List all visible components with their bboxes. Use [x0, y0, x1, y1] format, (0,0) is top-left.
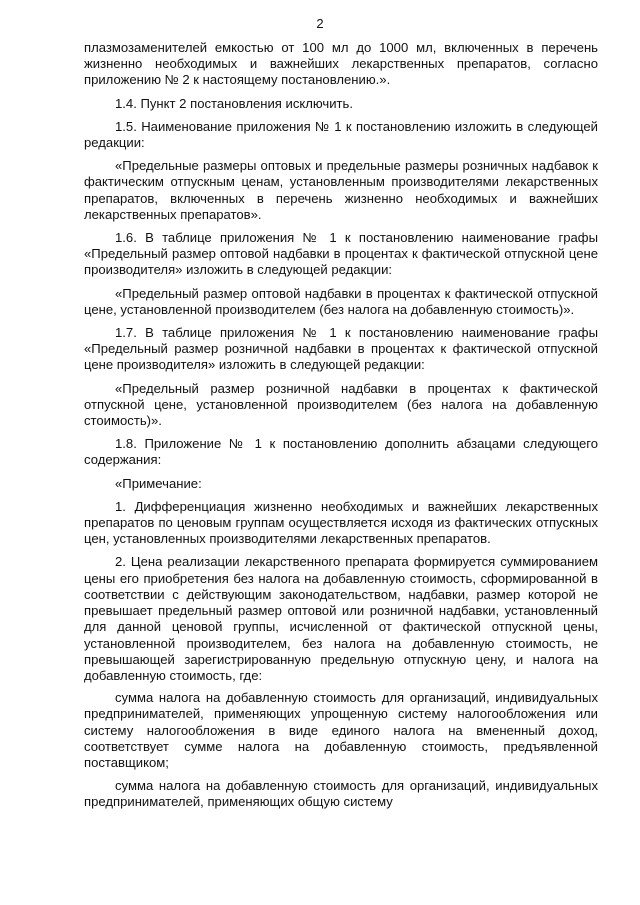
- paragraph-item-1-7: 1.7. В таблице приложения № 1 к постановлению наименование графы «Предельный размер розничной надбавки в процентах к фактической отпускной цене производителя» изложить в следующей редакции:: [84, 325, 598, 373]
- paragraph-item-1-4: 1.4. Пункт 2 постановления исключить.: [115, 95, 354, 111]
- paragraph-note-heading: «Примечание:: [115, 475, 202, 491]
- page-number: 2: [316, 16, 324, 31]
- paragraph-vat-general: сумма налога на добавленную стоимость для организаций, индивидуальных предпринимателей, применяющих общую систему: [84, 778, 598, 810]
- paragraph-quote-wholesale-column: «Предельный размер оптовой надбавки в процентах к фактической отпускной цене, установленной производителем (без налога на добавленную стоимость)».: [84, 285, 598, 317]
- paragraph-quote-appendix-title: «Предельные размеры оптовых и предельные размеры розничных надбавок к фактическим отпускным ценам, установленным производителями лекарственных препаратов, включенных в перечень жизненно необходимых и важнейших лекарственных препаратов».: [84, 158, 598, 222]
- paragraph-item-1-6: 1.6. В таблице приложения № 1 к постановлению наименование графы «Предельный размер оптовой надбавки в процентах к фактической отпускной цене производителя» изложить в следующей редакции:: [84, 230, 598, 278]
- paragraph-vat-simplified: сумма налога на добавленную стоимость для организаций, индивидуальных предпринимателей, применяющих упрощенную систему налогообложения или систему налогообложения в виде единого налога на вмененный доход, соответствует сумме налога на добавленную стоимость, предъявленной поставщиком;: [84, 690, 598, 770]
- paragraph-item-1-8: 1.8. Приложение № 1 к постановлению дополнить абзацами следующего содержания:: [84, 436, 598, 468]
- paragraph-quote-retail-column: «Предельный размер розничной надбавки в процентах к фактической отпускной цене, установленной производителем (без налога на добавленную стоимость)».: [84, 380, 598, 429]
- paragraph-note-1: 1. Дифференциация жизненно необходимых и важнейших лекарственных препаратов по ценовым группам осуществляется исходя из фактических отпускных цен, установленных производителями лекарственных препаратов.: [84, 498, 598, 547]
- paragraph-item-1-5: 1.5. Наименование приложения № 1 к постановлению изложить в следующей редакции:: [84, 118, 598, 151]
- paragraph-note-2: 2. Цена реализации лекарственного препарата формируется суммированием цены его приобретения без налога на добавленную стоимость, сформированной в соответствии с действующим законодательством, надбавки, размер которой не превышает предельный размер оптовой или розничной надбавки, установленный для данной ценовой группы, исчисленной от фактической отпускной цены, установленной производителем, без налога на добавленную стоимость, не превышающей зарегистрированную предельную отпускную цену, и налога на добавленную стоимость, где:: [84, 554, 598, 683]
- document-body: [84, 40, 598, 811]
- paragraph-continuation: плазмозаменителей емкостью от 100 мл до 1000 мл, включенных в перечень жизненно необходимых и важнейших лекарственных препаратов, согласно приложению № 2 к настоящему постановлению.».: [84, 40, 598, 88]
